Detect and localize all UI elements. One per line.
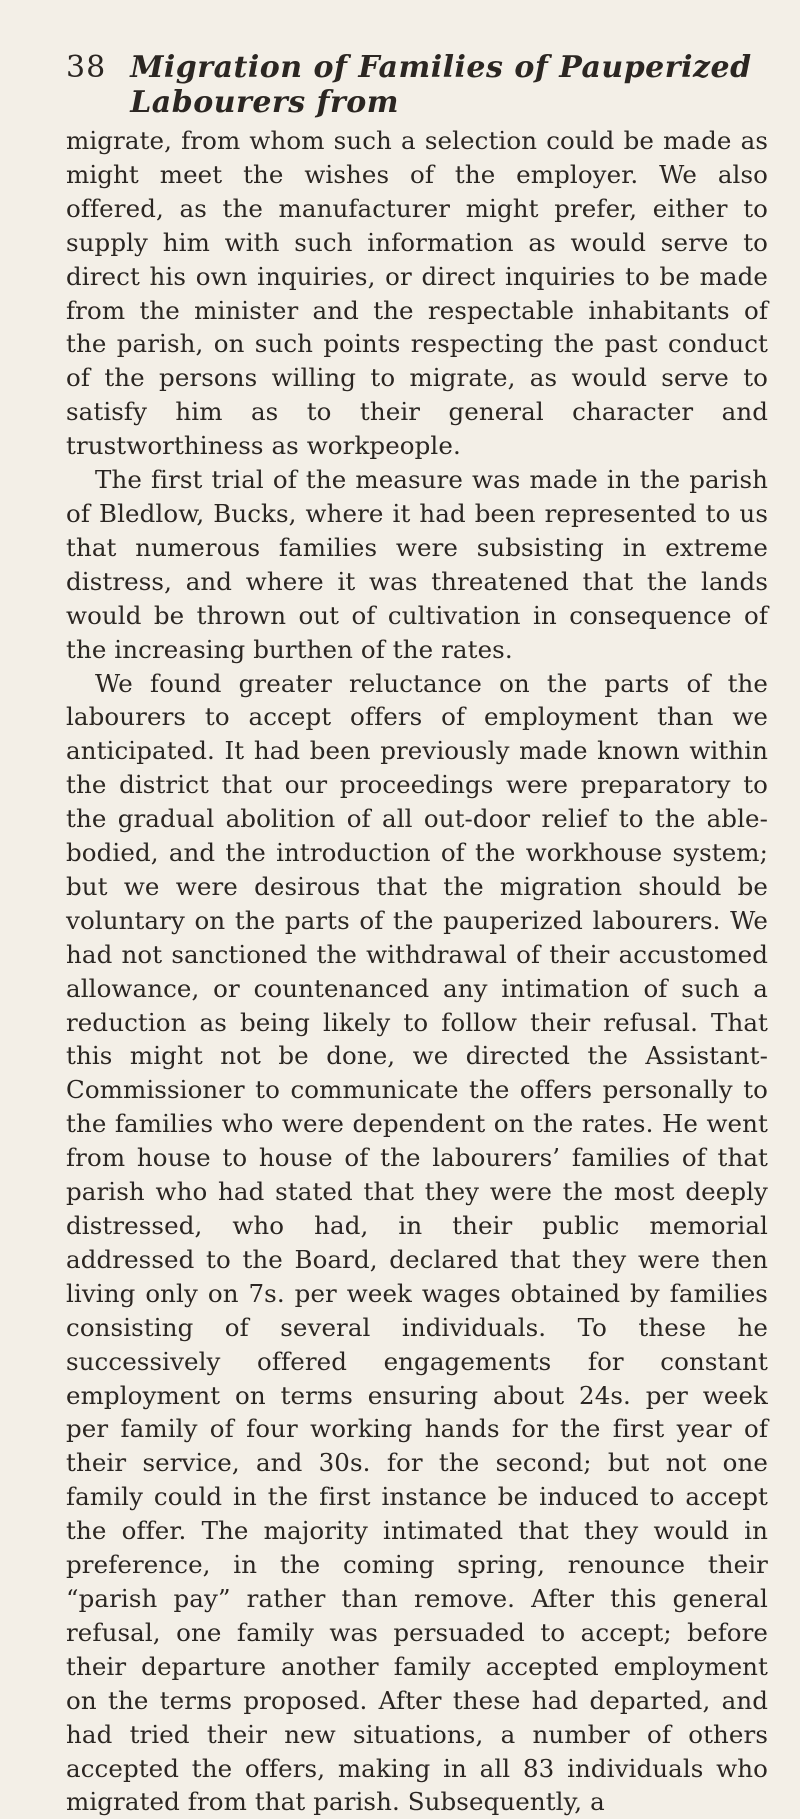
paragraph-bledlow-trial: The first trial of the measure was made in the parish of Bledlow, Bucks, where it had been represented to us that numerous families were subsisting in extreme distress, and where it was threatened that the lands would be thrown out of cultivation in consequence of the increasing burthen of the rates. [66,463,768,666]
paragraph-labourer-reluctance: We found greater reluctance on the parts of the labourers to accept offers of employment than we anticipated. It had been previously made known within the district that our proceedings were preparatory to the gradual abolition of all out-door relief to the able-bodied, and the introduction of the workhouse system; but we were desirous that the migration should be voluntary on the parts of the pauperized labourers. We had not sanctioned the withdrawal of their accustomed allowance, or countenanced any intimation of such a reduction as being likely to follow their refusal. That this might not be done, we directed the Assistant-Commissioner to communicate the offers personally to the families who were dependent on the rates. He went from house to house of the labourers’ families of that parish who had stated that they were the most deeply distressed, who had, in their public memorial addressed to the Board, declared that they were then living only on 7s. per week wages obtained by families consisting of several individuals. To these he successively offered engagements for constant employment on terms ensuring about 24s. per week per family of four working hands for the first year of their service, and 30s. for the second; but not one family could in the first instance be induced to accept the offer. The majority intimated that they would in preference, in the coming spring, renounce their “parish pay” rather than remove. After this general refusal, one family was persuaded to accept; before their departure another family accepted employment on the terms proposed. After these had departed, and had tried their new situations, a number of others accepted the offers, making in all 83 individuals who migrated from that parish. Subsequently, a [66,667,768,1819]
paragraph-continuation: migrate, from whom such a selection could be made as might meet the wishes of the employer. We also offered, as the manufacturer might prefer, either to supply him with such information as would serve to direct his own inquiries, or direct inquiries to be made from the minister and the respectable inhabitants of the parish, on such points respecting the past conduct of the persons willing to migrate, as would serve to satisfy him as to their general character and trustworthiness as workpeople. [66,124,768,463]
body-text [66,124,768,1819]
running-title: Migration of Families of Pauperized Labourers from [130,50,768,120]
page-number: 38 [66,50,106,85]
running-head [66,50,768,96]
